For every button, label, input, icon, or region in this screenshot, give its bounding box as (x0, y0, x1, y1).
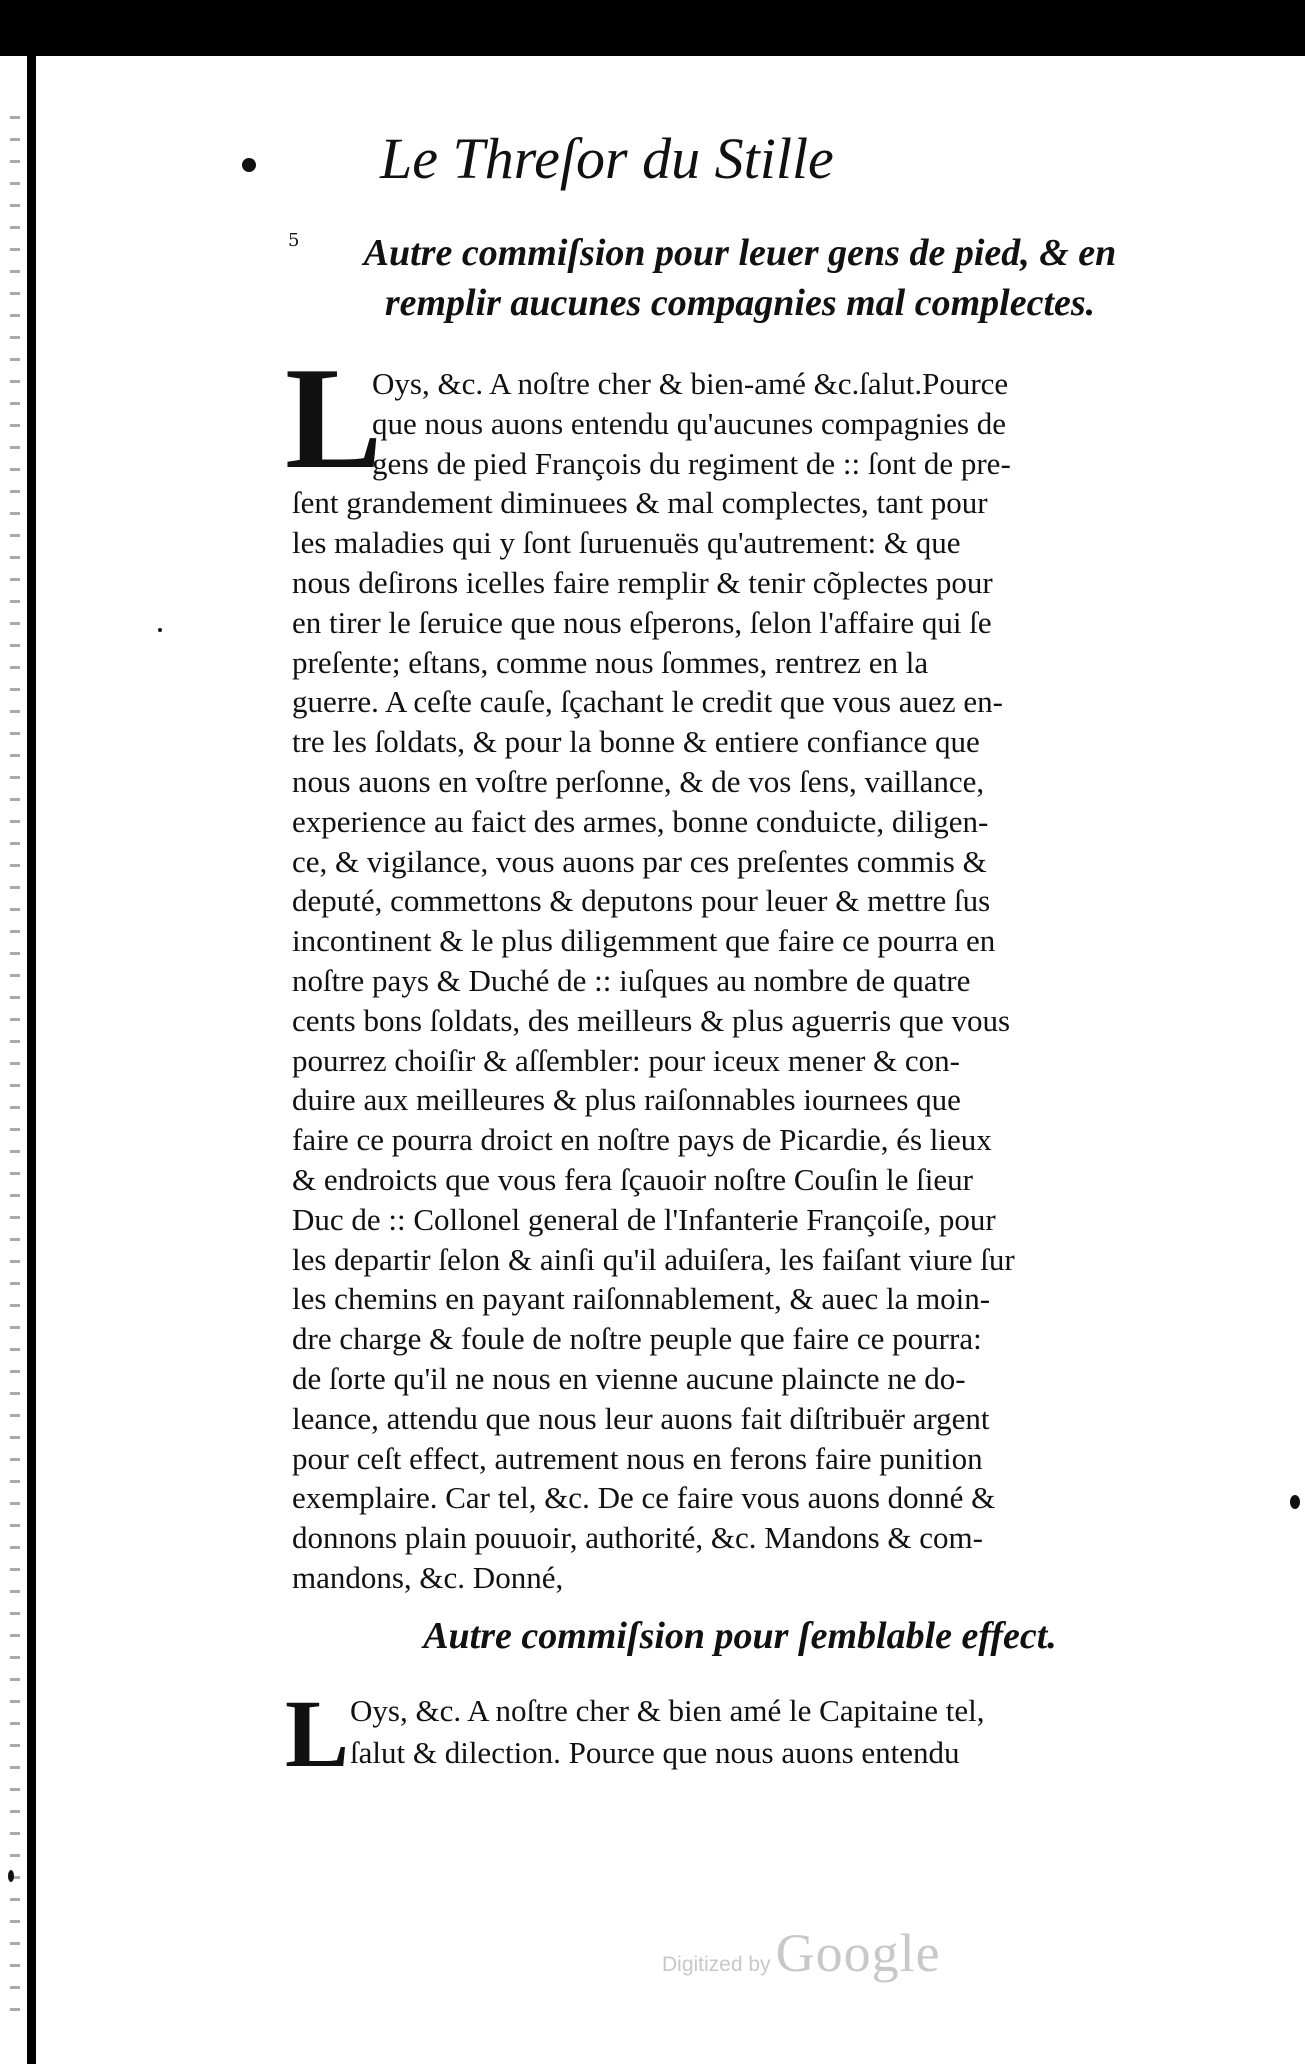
text-line: ce, & vigilance, vous auons par ces preſentes commis & (292, 843, 987, 879)
text-line: en tirer le ſeruice que nous eſperons, ſelon l'affaire qui ſe (292, 604, 992, 640)
text-line: Oys, &c. A noſtre cher & bien amé le Capitaine tel, (350, 1693, 985, 1728)
text-line: incontinent & le plus diligemment que faire ce pourra en (292, 923, 996, 959)
header-ornament-dot (242, 158, 256, 172)
text-line: pour ceſt effect, autrement nous en ferons faire punition (292, 1440, 983, 1476)
scan-left-edge (0, 56, 36, 2064)
ink-speck (8, 1870, 14, 1882)
text-line: cents bons ſoldats, des meilleurs & plus aguerris que vous (292, 1002, 1011, 1038)
text-line: preſente; eſtans, comme nous ſommes, rentrez en la (292, 644, 929, 680)
digitized-watermark (662, 1922, 992, 1984)
text-line: que nous auons entendu qu'aucunes compagnies de (372, 405, 1007, 441)
section-heading-line: Autre commiſsion pour leuer gens de pied, & en (363, 232, 1117, 274)
text-line: exemplaire. Car tel, &c. De ce faire vous auons donné & (292, 1480, 996, 1516)
commission-text-2 (292, 1690, 1152, 1774)
running-title: Le Threſor du Stille (380, 126, 834, 191)
text-line: guerre. A ceſte cauſe, ſçachant le credit que vous auez en- (292, 684, 1003, 720)
text-line: pourrez choiſir & aſſembler: pour iceux mener & con- (292, 1042, 960, 1078)
google-logo: Google (775, 1923, 941, 1983)
watermark-prefix: Digitized by (662, 1953, 771, 1976)
drop-cap-initial: L (285, 337, 383, 499)
section-heading-line: Autre commiſsion pour ſemblable effect. (423, 1615, 1057, 1657)
text-line: duire aux meilleures & plus raiſonnables iournees que (292, 1082, 961, 1118)
commission-text-1 (292, 364, 1152, 1598)
text-line: nous auons en voſtre perſonne, & de vos ſens, vaillance, (292, 763, 985, 799)
text-line: mandons, &c. Donné, (292, 1559, 564, 1595)
text-line: ſent grandement diminuees & mal complectes, tant pour (292, 485, 988, 521)
ink-speck (1290, 1495, 1300, 1509)
drop-cap-initial: L (285, 1680, 350, 1787)
text-line: donnons plain pouuoir, authorité, &c. Mandons & com- (292, 1520, 983, 1556)
text-line: faire ce pourra droict en noſtre pays de Picardie, és lieux (292, 1122, 992, 1158)
scan-top-border (0, 0, 1305, 56)
section-heading-line: remplir aucunes compagnies mal complectes. (384, 282, 1096, 324)
text-line: leance, attendu que nous leur auons fait diſtribuër argent (292, 1400, 990, 1436)
section-heading-2 (330, 1611, 1150, 1661)
text-line: noſtre pays & Duché de :: iuſques au nombre de quatre (292, 962, 971, 998)
text-line: Oys, &c. A noſtre cher & bien-amé &c.ſalut.Pource (372, 366, 1009, 401)
margin-number: 5 (288, 230, 300, 251)
text-line: dre charge & foule de noſtre peuple que faire ce pourra: (292, 1321, 982, 1357)
text-line: les maladies qui y ſont ſuruenuës qu'autrement: & que (292, 525, 961, 561)
text-line: les chemins en payant raiſonnablement, & auec la moin- (292, 1281, 991, 1317)
ink-speck (158, 628, 162, 632)
text-line: ſalut & dilection. Pource que nous auons entendu (350, 1735, 960, 1770)
text-line: gens de pied François du regiment de :: ſont de pre- (372, 445, 1011, 481)
text-line: nous deſirons icelles faire remplir & tenir cõplectes pour (292, 564, 993, 600)
text-line: Duc de :: Collonel general de l'Infanterie Françoiſe, pour (292, 1201, 996, 1237)
text-line: & endroicts que vous fera ſçauoir noſtre Couſin le ſieur (292, 1161, 973, 1197)
page-edge-texture (10, 116, 20, 2016)
text-line: de ſorte qu'il ne nous en vienne aucune plaincte ne do- (292, 1360, 966, 1396)
text-line: les departir ſelon & ainſi qu'il aduiſera, les faiſant viure ſur (292, 1241, 1015, 1277)
text-line: deputé, commettons & deputons pour leuer & mettre ſus (292, 883, 991, 919)
text-line: tre les ſoldats, & pour la bonne & entiere confiance que (292, 724, 980, 760)
section-heading-1 (330, 228, 1150, 328)
text-line: experience au faict des armes, bonne conduicte, diligen- (292, 803, 989, 839)
